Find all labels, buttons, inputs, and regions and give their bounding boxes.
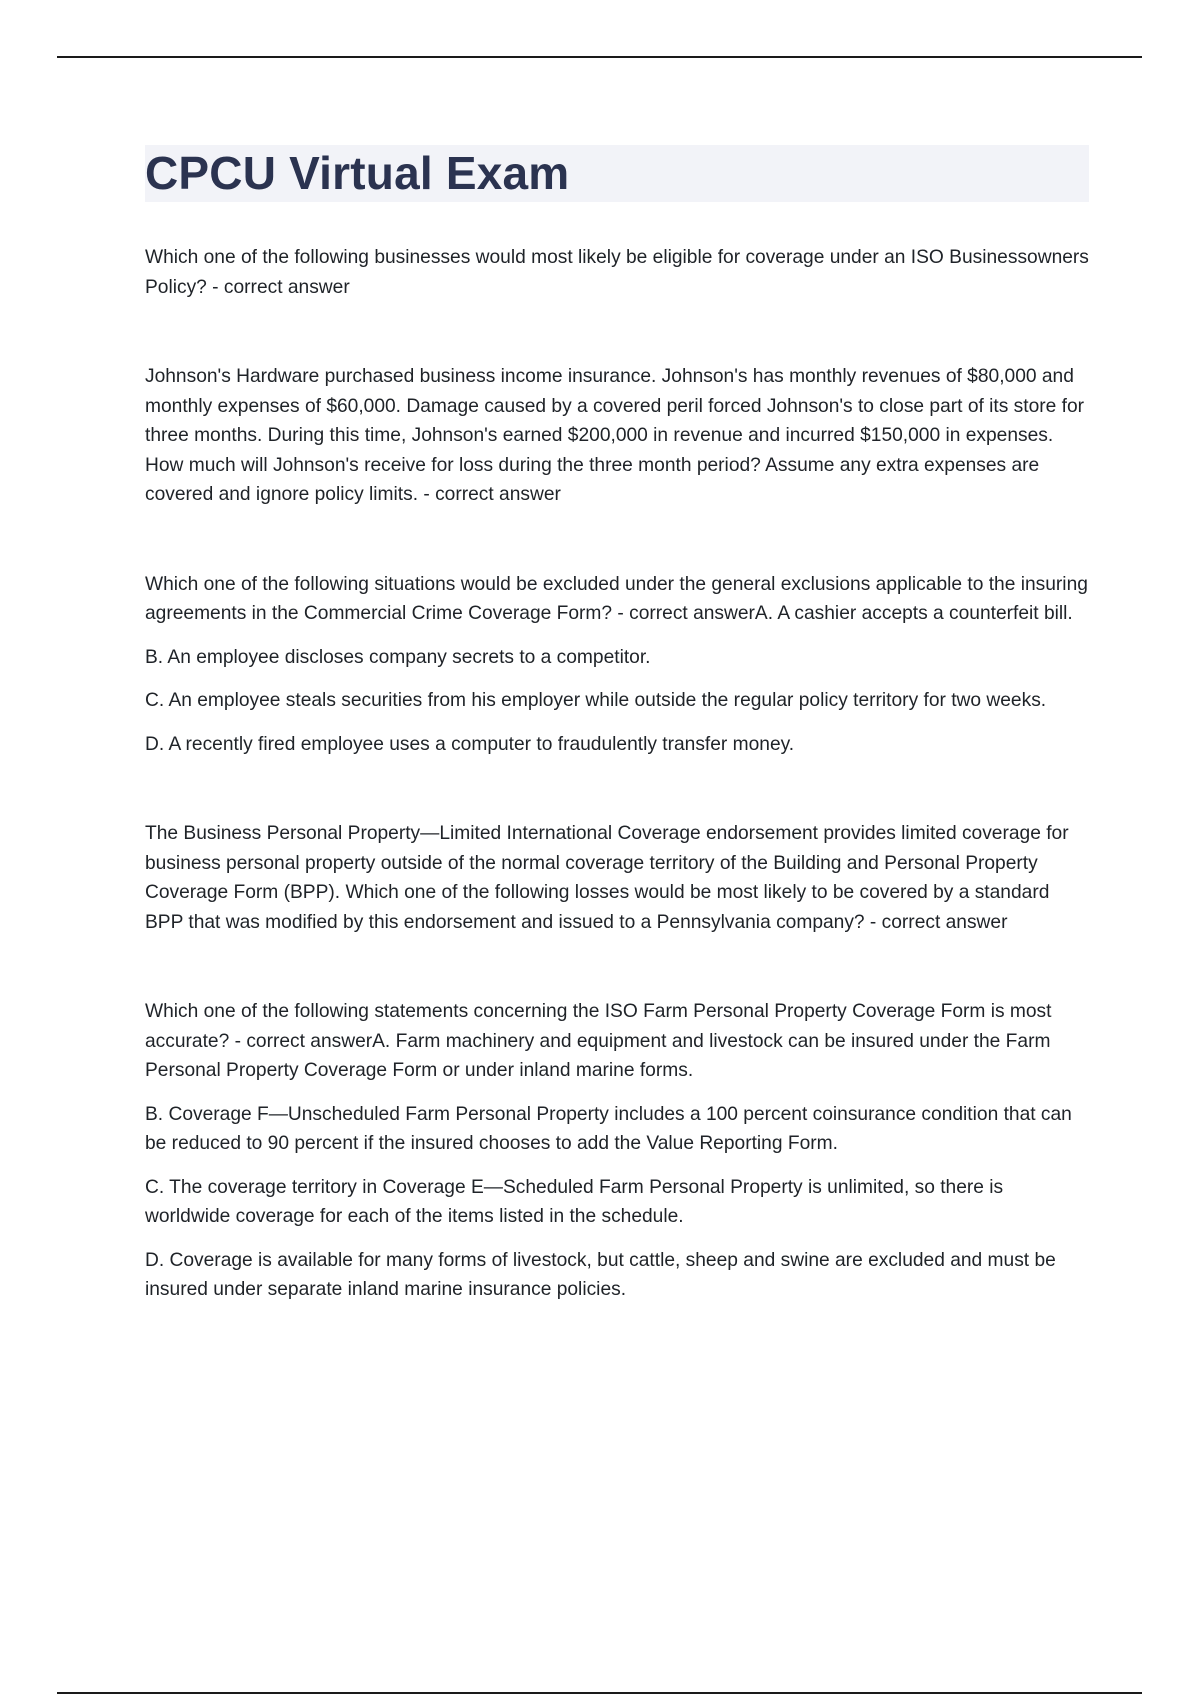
question-block-2 [145, 362, 1090, 510]
question-text: Johnson's Hardware purchased business income insurance. Johnson's has monthly revenues of $80,000 and monthly expenses of $60,000. Damage caused by a covered peril forced Johnson's to close part of its store for three months. During this time, Johnson's earned $200,000 in revenue and incurred $150,000 in expenses. How much will Johnson's receive for loss during the three month period? Assume any extra expenses are covered and ignore policy limits. - correct answer [145, 366, 1085, 505]
answer-option-b: B. An employee discloses company secrets to a competitor. [145, 646, 651, 668]
page-title: CPCU Virtual Exam [145, 147, 570, 199]
answer-option-d: D. Coverage is available for many forms of livestock, but cattle, sheep and swine are excluded and must be insured under separate inland marine insurance policies. [145, 1249, 1056, 1300]
question-text: The Business Personal Property—Limited International Coverage endorsement provides limited coverage for business personal property outside of the normal coverage territory of the Building and Personal Property Coverage Form (BPP). Which one of the following losses would be most likely to be covered by a standard BPP that was modified by this endorsement and issued to a Pennsylvania company? - correct answer [145, 823, 1069, 933]
top-rule [57, 56, 1142, 58]
document-body [145, 243, 1090, 1365]
question-text: Which one of the following situations would be excluded under the general exclusions applicable to the insuring agreements in the Commercial Crime Coverage Form? - correct answerA. A cashier accepts a counterfeit bill. [145, 573, 1088, 624]
question-text: Which one of the following statements concerning the ISO Farm Personal Property Coverage Form is most accurate? - correct answerA. Farm machinery and equipment and livestock can be insured under the Farm Personal Property Coverage Form or under inland marine forms. [145, 1001, 1052, 1081]
answer-option-d: D. A recently fired employee uses a computer to fraudulently transfer money. [145, 733, 795, 755]
question-text: Which one of the following businesses would most likely be eligible for coverage under an ISO Businessowners Policy? - correct answer [145, 247, 1089, 298]
question-block-1 [145, 243, 1090, 302]
question-block-4 [145, 819, 1090, 937]
answer-option-b: B. Coverage F—Unscheduled Farm Personal Property includes a 100 percent coinsurance condition that can be reduced to 90 percent if the insured chooses to add the Value Reporting Form. [145, 1103, 1072, 1154]
answer-option-c: C. The coverage territory in Coverage E—Scheduled Farm Personal Property is unlimited, so there is worldwide coverage for each of the items listed in the schedule. [145, 1176, 1004, 1227]
answer-option-c: C. An employee steals securities from his employer while outside the regular policy territory for two weeks. [145, 690, 1047, 711]
question-block-3 [145, 570, 1090, 760]
question-block-5 [145, 997, 1090, 1305]
bottom-rule [57, 1692, 1142, 1694]
